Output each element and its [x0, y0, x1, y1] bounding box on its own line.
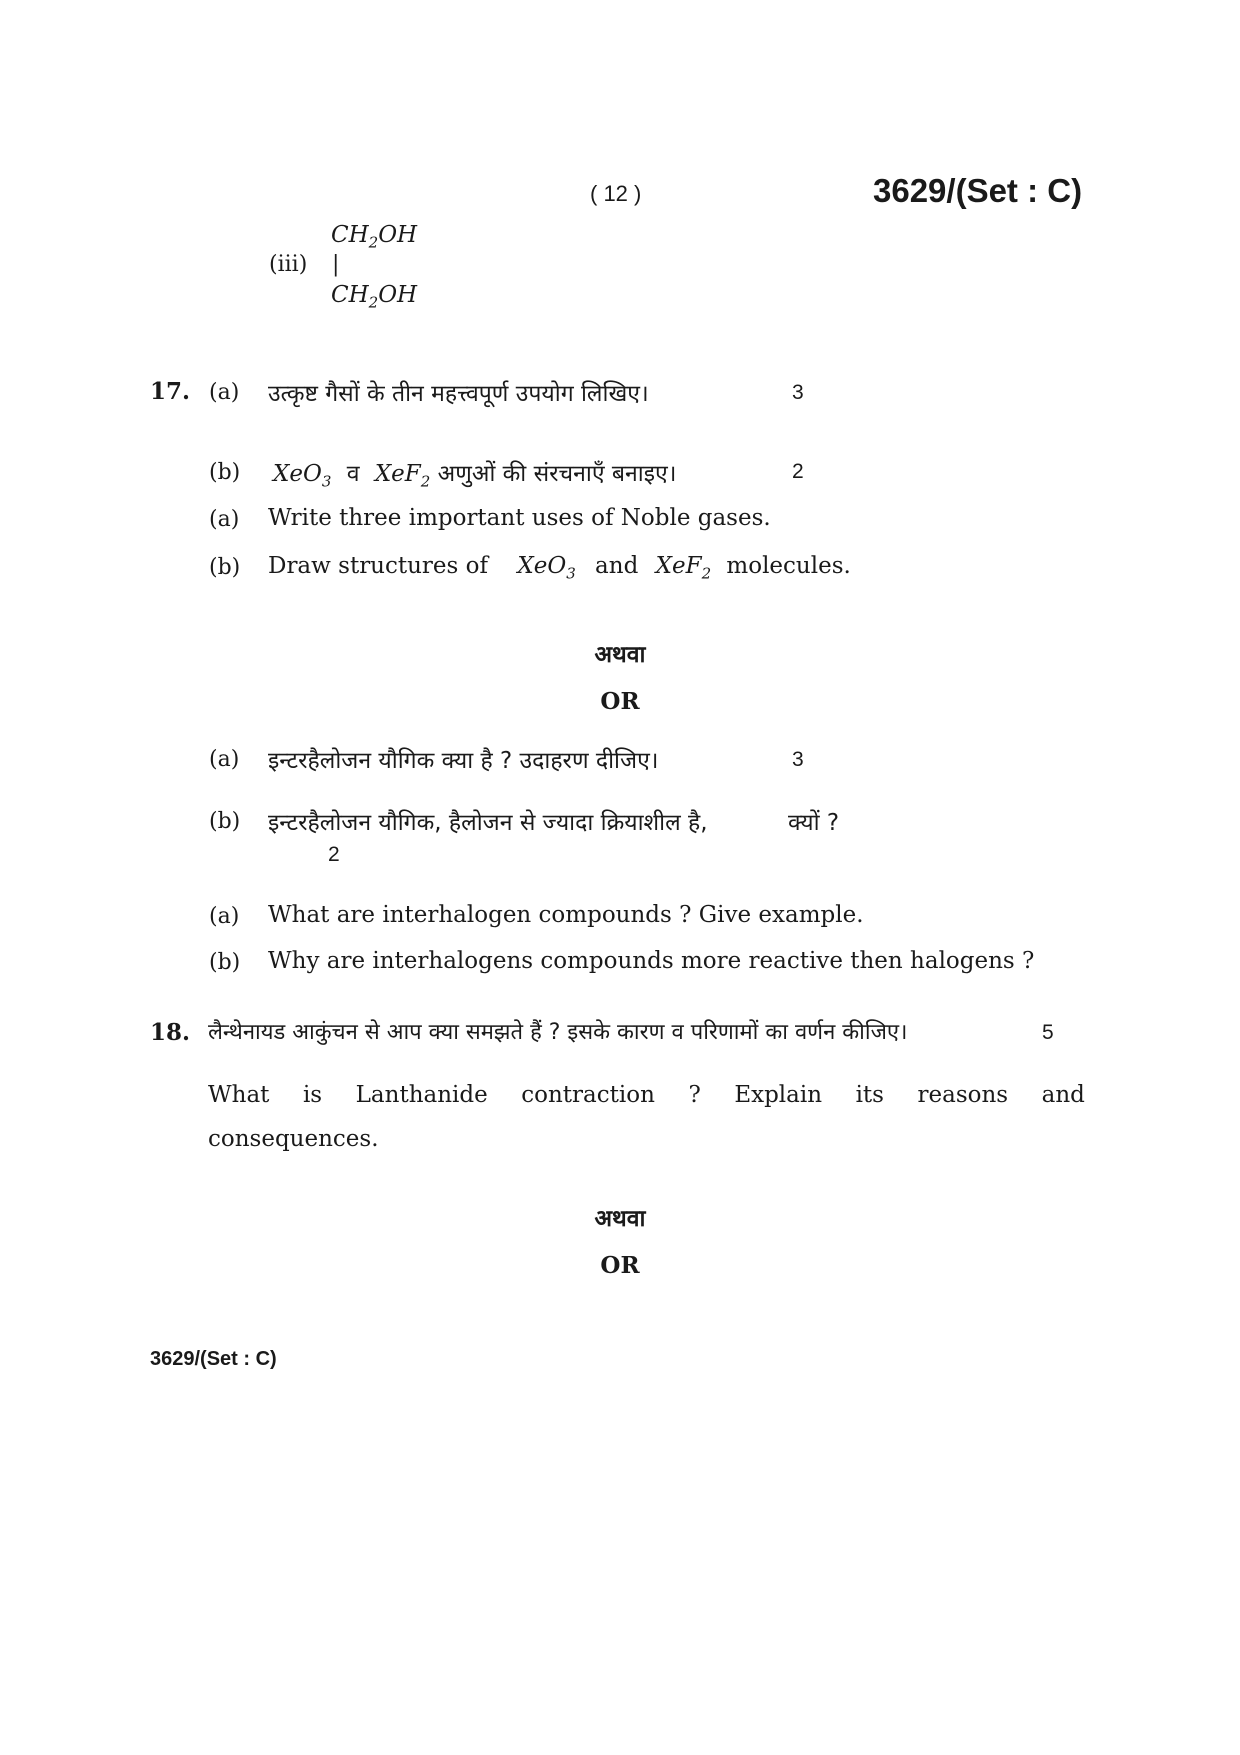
q17-a-label: (a) [209, 380, 240, 405]
question-number-18: 18. [150, 1019, 191, 1046]
q17-alt-b-english: Why are interhalogens compounds more reactive then halogens ? [268, 948, 1035, 974]
q17-alt-a-label: (a) [209, 747, 240, 772]
paper-code-footer: 3629/(Set : C) [150, 1348, 277, 1370]
chem-ch2oh-bottom: $CH_2OH$ [331, 282, 418, 312]
q17-a-english: Write three important uses of Noble gases. [268, 505, 771, 531]
single-bond: | [332, 252, 340, 277]
q18-english-line2: consequences. [208, 1126, 379, 1152]
q18-marks: 5 [1042, 1021, 1054, 1044]
q17-alt-b-en-label: (b) [209, 950, 241, 975]
q17-alt-a-marks: 3 [792, 748, 804, 771]
q17-a-en-label: (a) [209, 507, 240, 532]
q17-b-label: (b) [209, 460, 241, 485]
q17-alt-a-english: What are interhalogen compounds ? Give example. [268, 902, 864, 928]
q17-alt-b-label: (b) [209, 809, 241, 834]
q17-alt-b-hindi: इन्टरहैलोजन यौगिक, हैलोजन से ज्यादा क्रियाशील है, [268, 810, 708, 836]
q17-a-marks: 3 [792, 381, 804, 404]
q17-alt-b-hindi-tail: क्यों ? [788, 810, 840, 836]
part-iii-label: (iii) [269, 252, 308, 277]
q17-b-en-label: (b) [209, 555, 241, 580]
or-english-2: OR [600, 1252, 640, 1279]
q17-b-hindi: XeO$_3$ व XeF$_2$ अणुओं की संरचनाएँ बनाइए। [273, 461, 677, 491]
chem-ch2oh-top: $CH_2OH$ [331, 222, 418, 252]
question-number-17: 17. [150, 378, 191, 405]
paper-code-header: 3629/(Set : C) [873, 172, 1083, 209]
or-hindi-1: अथवा [594, 642, 646, 668]
q17-alt-b-marks: 2 [328, 843, 340, 866]
q18-english-line1: What is Lanthanide contraction ? Explain its reasons and [208, 1082, 1085, 1108]
q17-a-hindi: उत्कृष्ट गैसों के तीन महत्त्वपूर्ण उपयोग लिखिए। [268, 381, 649, 407]
q17-alt-a-en-label: (a) [209, 904, 240, 929]
page-number: ( 12 ) [590, 181, 642, 206]
q17-b-marks: 2 [792, 460, 804, 483]
q17-alt-a-hindi: इन्टरहैलोजन यौगिक क्या है ? उदाहरण दीजिए। [268, 748, 659, 774]
or-english-1: OR [600, 688, 640, 715]
or-hindi-2: अथवा [594, 1206, 646, 1232]
q17-b-english: Draw structures of XeO$_3$ and XeF$_2$ molecules. [268, 553, 851, 583]
q18-hindi: लैन्थेनायड आकुंचन से आप क्या समझते हैं ? इसके कारण व परिणामों का वर्णन कीजिए। [208, 1020, 908, 1045]
